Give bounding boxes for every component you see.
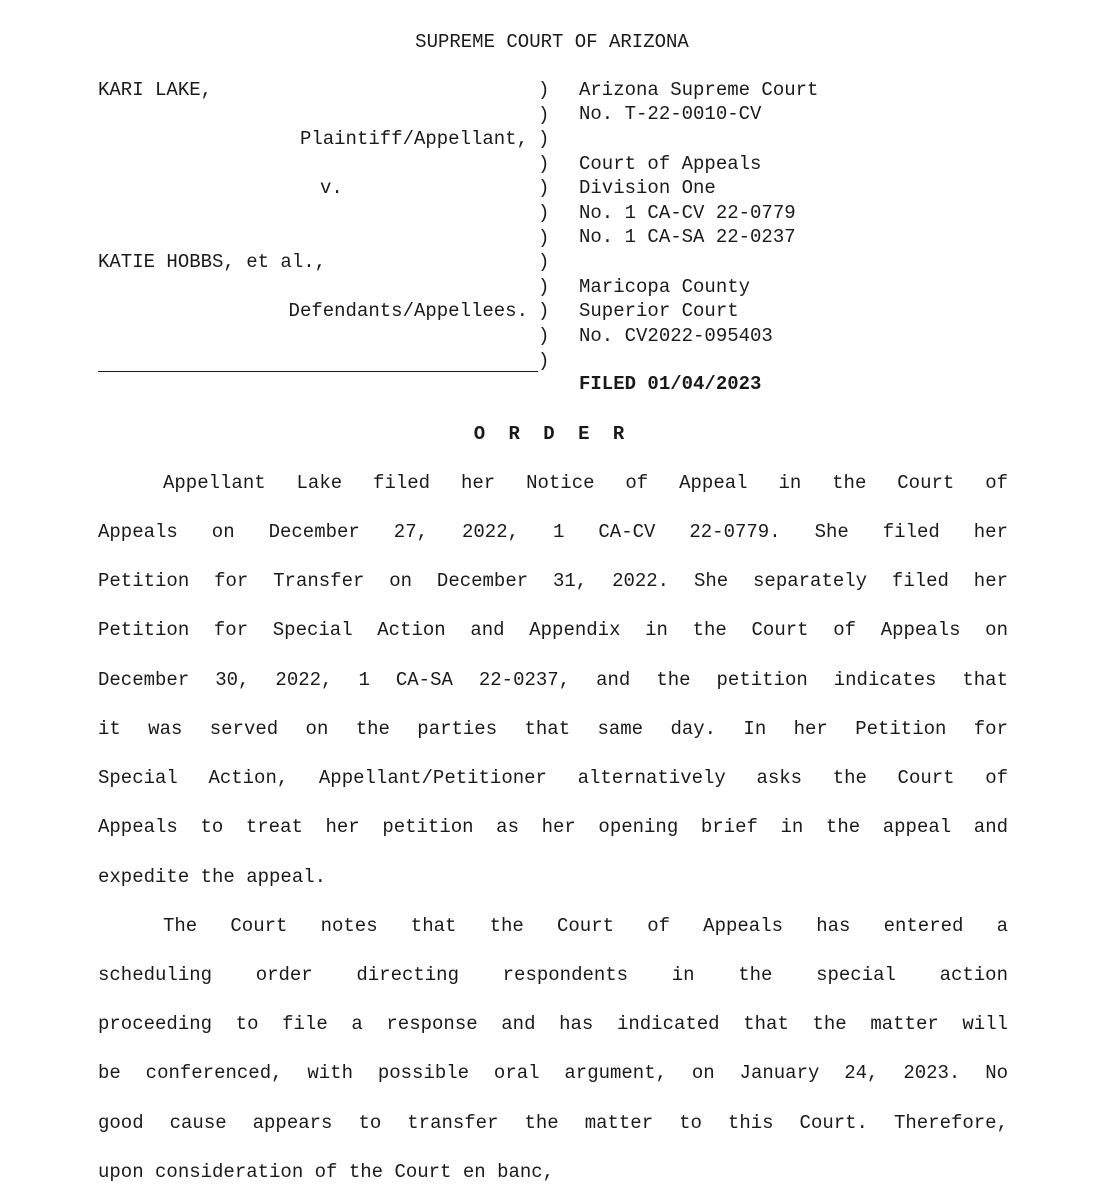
- body-text-line: Appeals to treat her petition as her opening brief in the appeal and: [98, 816, 1008, 838]
- caption-paren-column: [538, 78, 552, 373]
- body-text-line: Appeals on December 27, 2022, 1 CA-CV 22-0779. She filed her: [98, 521, 1008, 543]
- defendant-role: Defendants/Appellees.: [288, 300, 528, 322]
- caption-paren: ): [538, 324, 550, 347]
- body-text-line: it was served on the parties that same day. In her Petition for: [98, 718, 1008, 740]
- body-text-line: Petition for Transfer on December 31, 2022. She separately filed her: [98, 570, 1008, 592]
- body-text-line: upon consideration of the Court en banc,: [98, 1161, 555, 1183]
- caption-paren: ): [538, 103, 550, 126]
- body-text-line: December 30, 2022, 1 CA-SA 22-0237, and the petition indicates that: [98, 669, 1008, 691]
- plaintiff-role: Plaintiff/Appellant,: [299, 128, 528, 150]
- body-text-line: be conferenced, with possible oral argument, on January 24, 2023. No: [98, 1062, 1008, 1084]
- appeals-court-division: Division One: [579, 177, 716, 199]
- superior-court-name: Superior Court: [579, 300, 739, 322]
- caption-paren: ): [538, 275, 550, 298]
- caption-paren: ): [538, 152, 550, 175]
- caption-paren: ): [538, 251, 550, 274]
- caption-paren: ): [538, 177, 550, 200]
- supreme-court-name: Arizona Supreme Court: [579, 79, 819, 101]
- caption-paren: ): [538, 79, 550, 101]
- appeals-sa-number: No. 1 CA-SA 22-0237: [579, 226, 796, 248]
- appeals-court-name: Court of Appeals: [579, 153, 762, 175]
- court-title: SUPREME COURT OF ARIZONA: [415, 31, 689, 53]
- caption-paren: ): [538, 201, 550, 224]
- caption-paren: ): [538, 300, 550, 323]
- versus: v.: [320, 177, 343, 199]
- filed-date: FILED 01/04/2023: [579, 373, 762, 395]
- supreme-court-number: No. T-22-0010-CV: [579, 103, 762, 125]
- superior-court-number: No. CV2022-095403: [579, 325, 773, 347]
- order-heading: O R D E R: [473, 423, 631, 445]
- body-text-line: Special Action, Appellant/Petitioner alternatively asks the Court of: [98, 767, 1008, 789]
- defendant-name: KATIE HOBBS, et al.,: [98, 251, 327, 273]
- caption-paren: ): [538, 349, 550, 372]
- body-text-line: expedite the appeal.: [98, 866, 327, 888]
- body-text-line: scheduling order directing respondents in the special action: [98, 964, 1008, 986]
- body-text-line: Petition for Special Action and Appendix in the Court of Appeals on: [98, 619, 1008, 641]
- plaintiff-name: KARI LAKE,: [98, 79, 213, 101]
- superior-court-county: Maricopa County: [579, 276, 751, 298]
- body-text-line: good cause appears to transfer the matter to this Court. Therefore,: [98, 1112, 1008, 1134]
- caption-paren: ): [538, 128, 550, 151]
- caption-divider: [98, 371, 538, 372]
- body-text-line: Appellant Lake filed her Notice of Appeal in the Court of: [163, 472, 1008, 494]
- body-text-line: proceeding to file a response and has indicated that the matter will: [98, 1013, 1008, 1035]
- body-text-line: The Court notes that the Court of Appeals has entered a: [163, 915, 1008, 937]
- appeals-cv-number: No. 1 CA-CV 22-0779: [579, 202, 796, 224]
- caption-paren: ): [538, 226, 550, 249]
